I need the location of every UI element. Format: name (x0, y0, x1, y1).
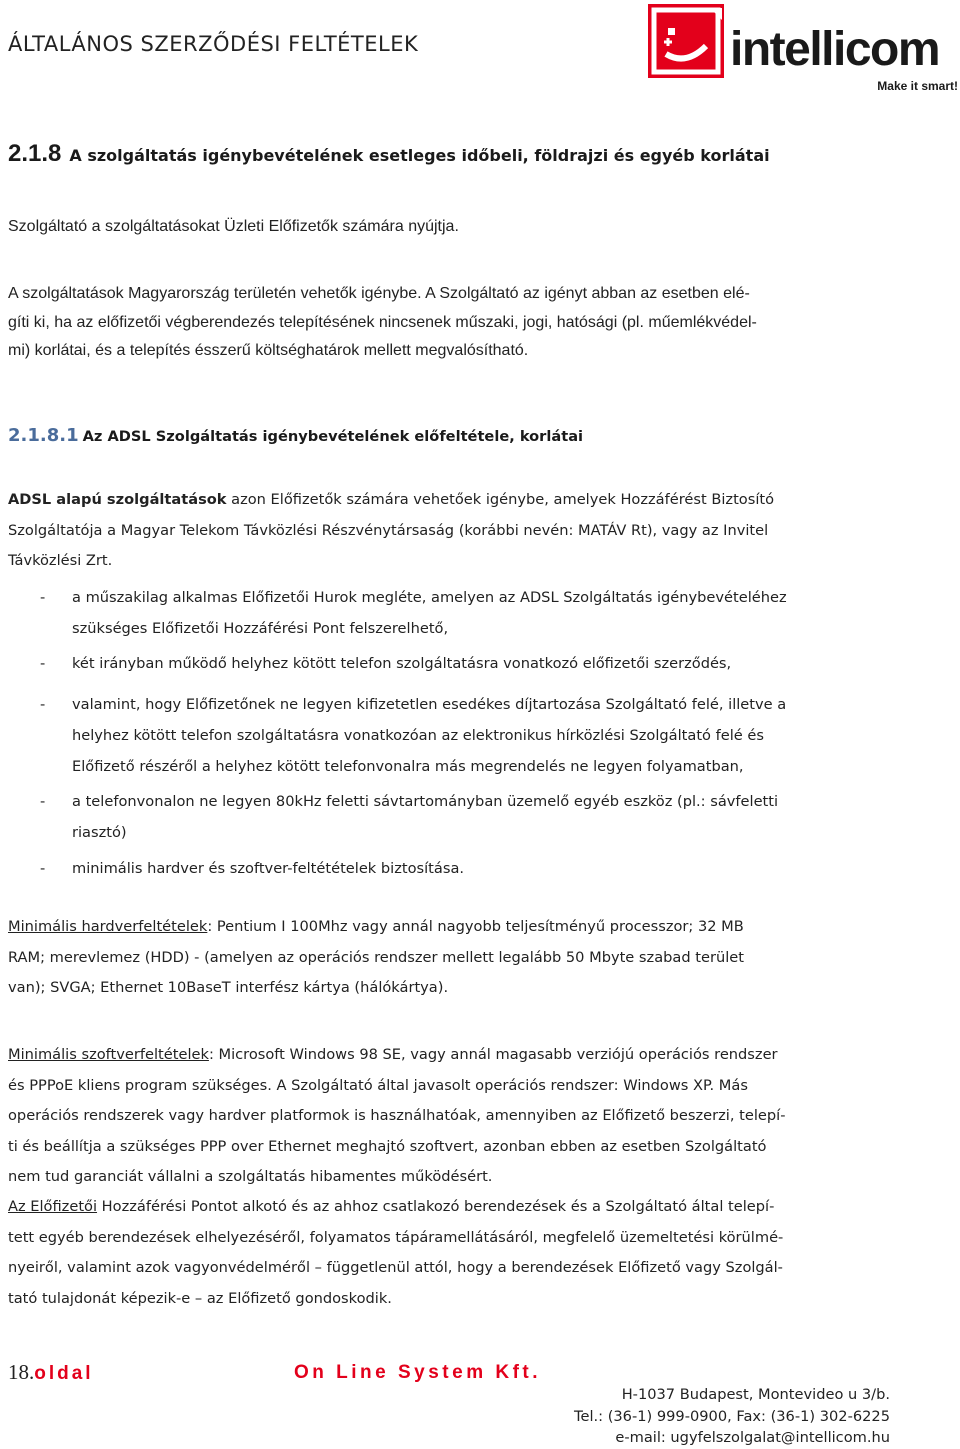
subsection-title: Az ADSL Szolgáltatás igénybevételének előfeltétele, korlátai (82, 428, 584, 445)
section-number: 2.1.8 (8, 140, 62, 167)
section-title: A szolgáltatás igénybevételének esetleges időbeli, földrajzi és egyéb korlátai (69, 146, 770, 165)
document-title: ÁLTALÁNOS SZERZŐDÉSI FELTÉTELEK (8, 32, 419, 56)
subsection-heading (8, 425, 583, 446)
footer-address: H-1037 Budapest, Montevideo u 3/b. (621, 1386, 890, 1403)
intro-paragraph-2: A szolgáltatások Magyarország területén vehetők igénybe. A Szolgáltató az igényt abban az esetben elé- gíti ki, ha az előfizetői végberendezés telepítésének nincsenek műszaki, jogi, hatósági (pl. műemlékvédel- mi) korlátai, és a telepítés ésszerű költséghatárok mellett megvalósítható. (8, 285, 757, 359)
page-number: 18.oldal (8, 1360, 94, 1384)
hardware-requirements: Minimális hardverfeltételek: Pentium I 100Mhz vagy annál nagyobb teljesítményű processzor; 32 MB RAM; merevlemez (HDD) - (amelyen az operációs rendszer mellett legalább 50 Mbyte szabad terület van); SVGA; Ethernet 10BaseT interfész kártya (hálókártya). (8, 918, 744, 996)
software-requirements: Minimális szoftverfeltételek: Microsoft Windows 98 SE, vagy annál magasabb verziójú operációs rendszer és PPPoE kliens program szükséges. A Szolgáltató által javasolt operációs rendszer: Windows XP. Más operációs rendszerek vagy hardver platformok is használhatóak, amennyiben az Előfizető beszerzi, telepí- ti és beállítja a szükséges PPP over Ethernet meghajtó szoftvert, azonban ebben az esetben Szolgáltató nem tud garanciát vállalni a szolgáltatás hibamentes működésért. (8, 1046, 786, 1185)
logo-wordmark: intellicom (730, 23, 940, 76)
intro-paragraph-1: Szolgáltató a szolgáltatásokat Üzleti Előfizetők számára nyújtja. (8, 218, 459, 235)
access-point-paragraph: Az Előfizetői Hozzáférési Pontot alkotó és az ahhoz csatlakozó berendezések és a Szolgáltató által telepí- tett egyéb berendezések elhelyezéséről, folyamatos tápáramellátásáról, megfelelő üzemeltetési körülmé- nyeiről, valamint azok vagyonvédelméről – függetlenül attól, hogy a berendezések Előfizető vagy Szolgál- tató tulajdonát képezik-e – az Előfizető gondoskodik. (8, 1198, 784, 1307)
adsl-paragraph: ADSL alapú szolgáltatások azon Előfizetők számára vehetőek igénybe, amelyek Hozzáférést Biztosító Szolgáltatója a Magyar Telekom Távközlési Részvénytársaság (korábbi nevén: MATÁV Rt), vagy az Invitel Távközlési Zrt. (8, 491, 775, 569)
smiley-logo-icon (648, 4, 724, 78)
footer-phone: Tel.: (36-1) 999-0900, Fax: (36-1) 302-6225 (574, 1407, 890, 1425)
intellicom-logo (648, 4, 960, 96)
footer-company: On Line System Kft. (294, 1362, 542, 1383)
logo-slogan: Make it smart! (877, 79, 958, 93)
subsection-number: 2.1.8.1 (8, 425, 79, 446)
footer-contact (574, 1384, 890, 1449)
footer-email: e-mail: ugyfelszolgalat@intellicom.hu (615, 1429, 890, 1446)
section-heading (8, 140, 770, 168)
